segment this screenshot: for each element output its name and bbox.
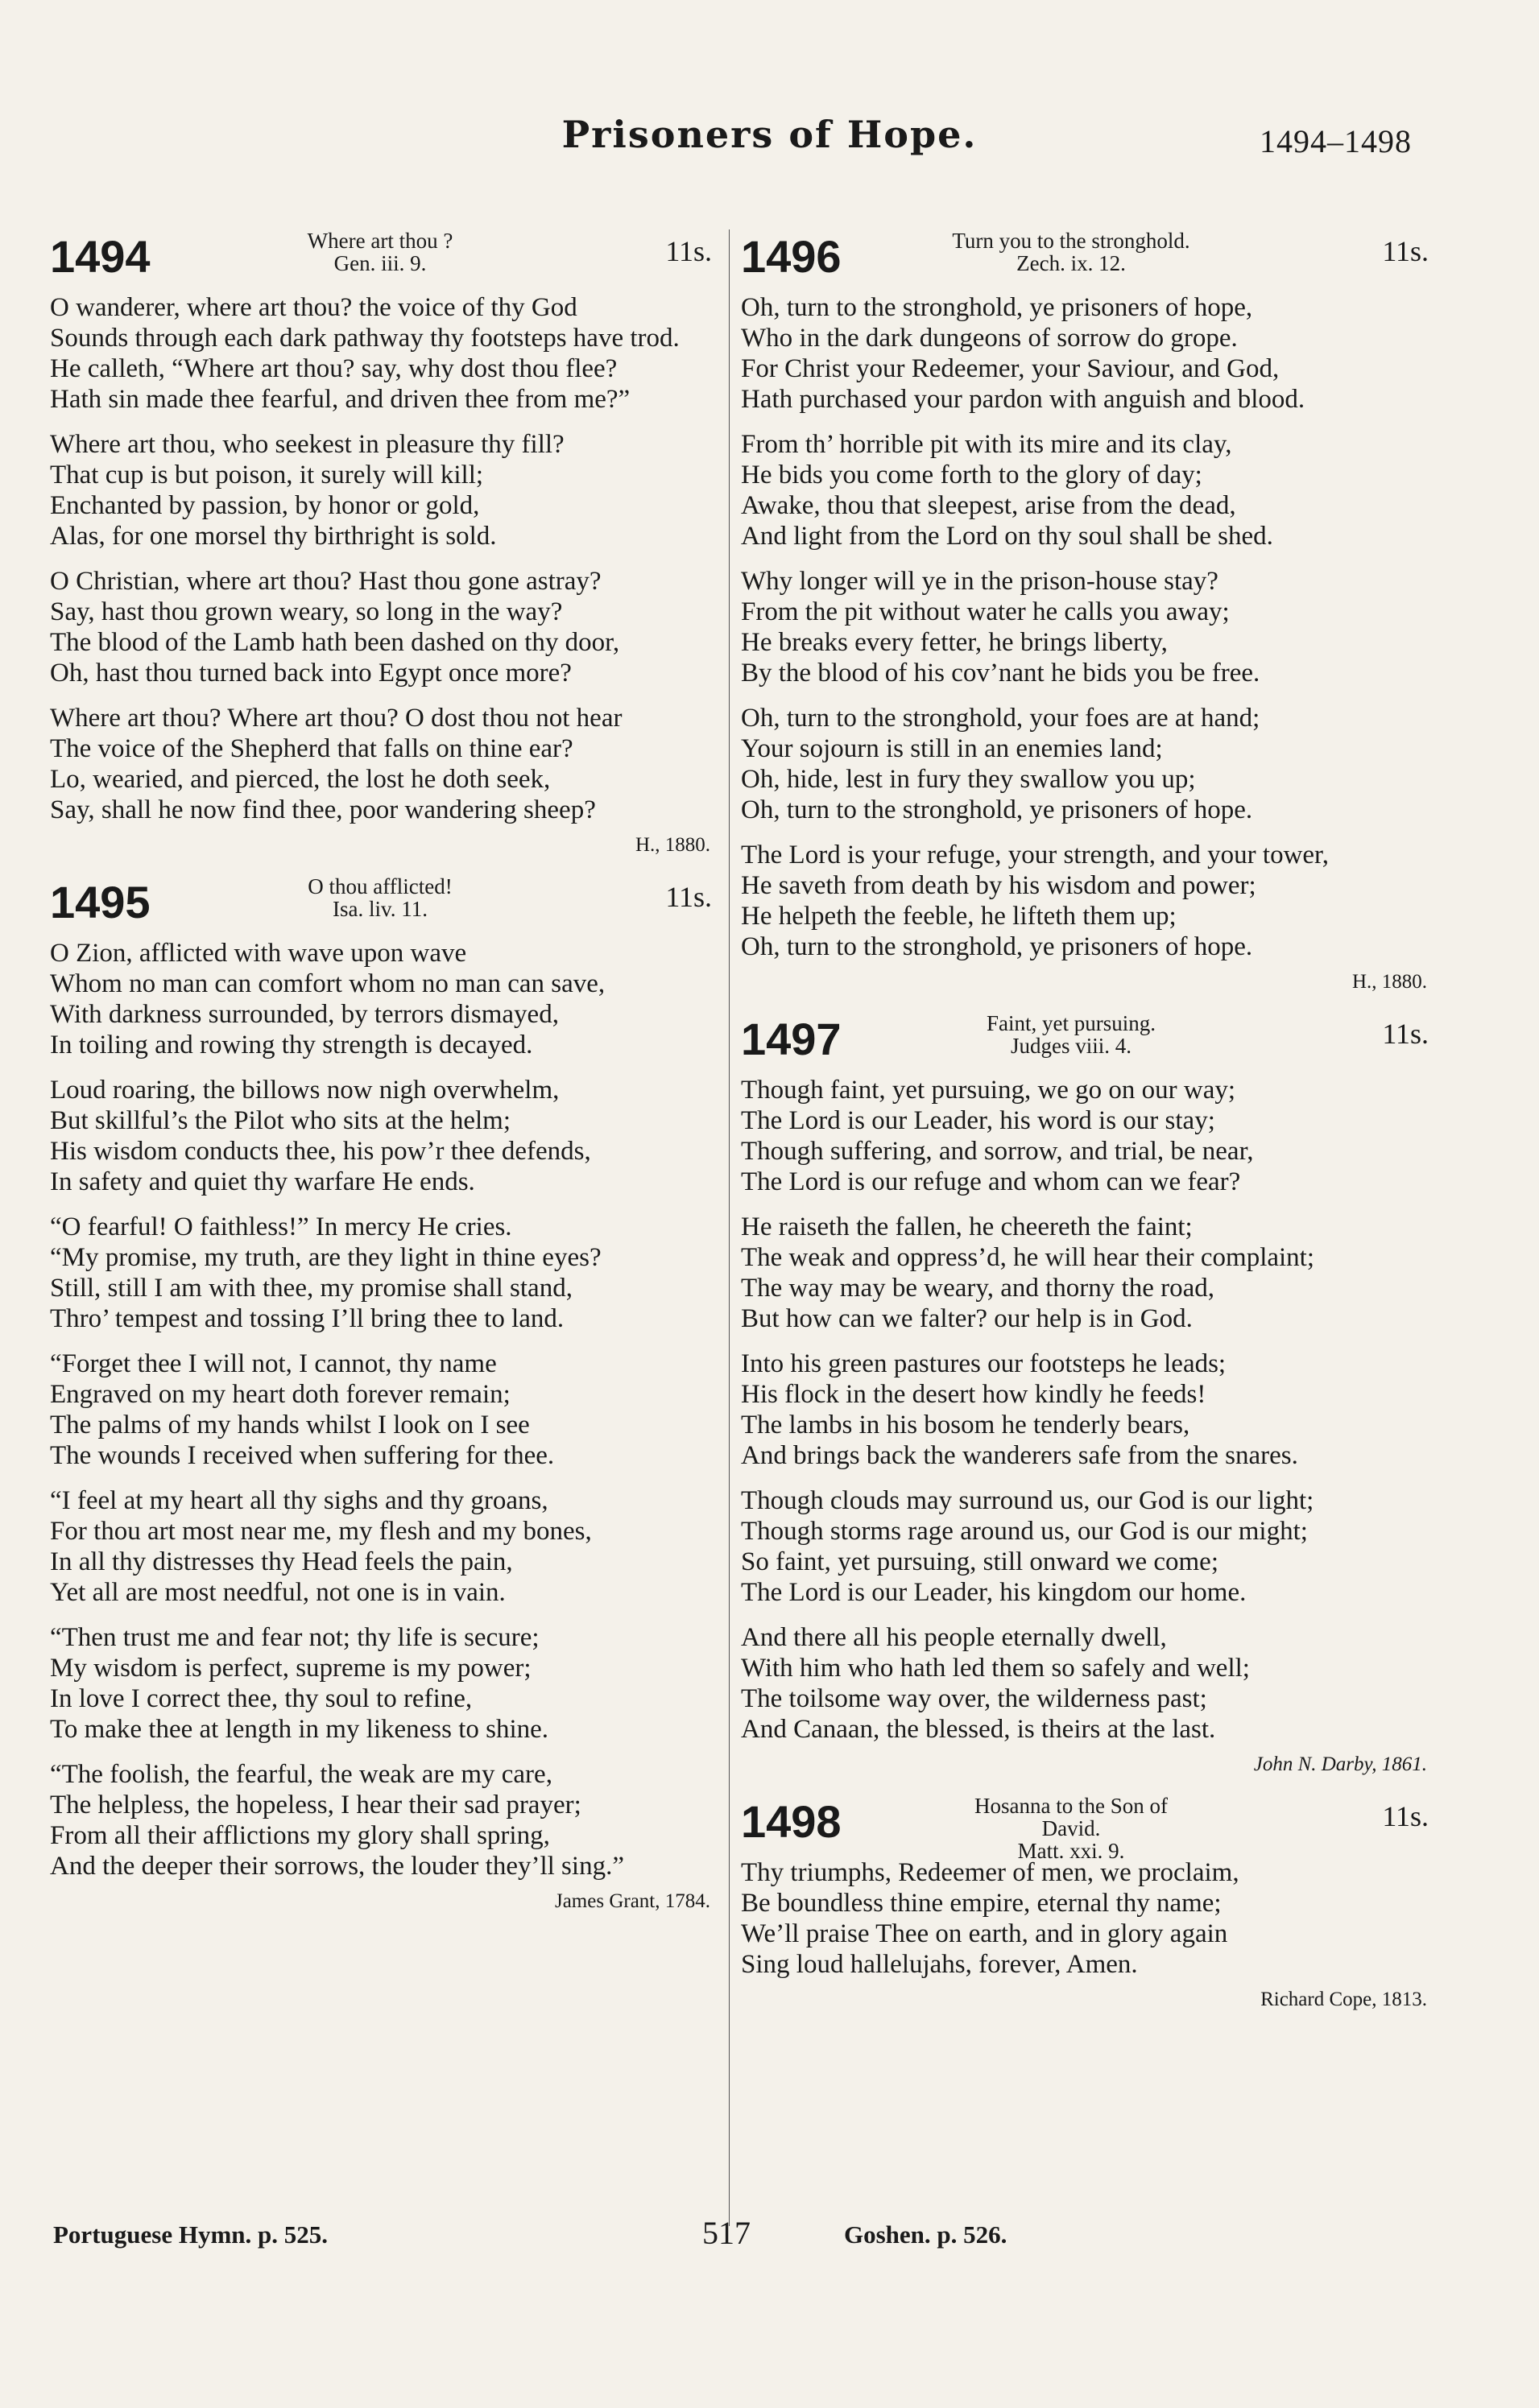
verse-line: Say, hast thou grown weary, so long in the way? — [50, 597, 563, 626]
verse-line: With darkness surrounded, by terrors dismayed, — [50, 1000, 559, 1029]
verse-line: And there all his people eternally dwell, — [741, 1623, 1167, 1652]
hymn-title — [950, 1795, 1192, 1862]
stanza — [50, 1485, 718, 1608]
verse-line: His wisdom conducts thee, his pow’r thee defends, — [50, 1137, 591, 1166]
hymn-1496 — [741, 229, 1435, 994]
stanza — [50, 1759, 718, 1881]
verse-line: My wisdom is perfect, supreme is my power; — [50, 1654, 532, 1683]
verse-line: Oh, turn to the stronghold, ye prisoners of hope. — [741, 795, 1253, 824]
scripture-reference: Matt. xxi. 9. — [1017, 1839, 1125, 1863]
verse-line: Be boundless thine empire, eternal thy name; — [741, 1889, 1222, 1918]
stanza — [741, 566, 1435, 688]
verse-line: He raiseth the fallen, he cheereth the faint; — [741, 1212, 1193, 1241]
verse-line: “Then trust me and fear not; thy life is secure; — [50, 1623, 540, 1652]
verse-line: The Lord is our Leader, his word is our stay; — [741, 1106, 1215, 1135]
verse-line: In all thy distresses thy Head feels the pain, — [50, 1547, 513, 1576]
hymn-number: 1498 — [741, 1796, 842, 1847]
verse-line: Though suffering, and sorrow, and trial, be near, — [741, 1137, 1254, 1166]
verse-line: The wounds I received when suffering for thee. — [50, 1441, 555, 1470]
verse-line: Whom no man can comfort whom no man can save, — [50, 969, 606, 998]
scripture-reference: Zech. ix. 12. — [1016, 251, 1126, 275]
stanza — [50, 1075, 718, 1197]
verse-line: “O fearful! O faithless!” In mercy He cries. — [50, 1212, 512, 1241]
hymn-meter: 11s. — [1382, 1800, 1429, 1832]
verse-line: For thou art most near me, my flesh and my bones, — [50, 1517, 592, 1546]
hymn-number: 1495 — [50, 877, 151, 927]
scripture-reference: Judges viii. 4. — [1010, 1034, 1131, 1058]
verse-line: In love I correct thee, thy soul to refine, — [50, 1684, 473, 1713]
verse-line: Loud roaring, the billows now nigh overwhelm, — [50, 1076, 560, 1105]
verse-line: The toilsome way over, the wilderness past; — [741, 1684, 1207, 1713]
stanza — [50, 292, 718, 415]
verse-line: Sing loud hallelujahs, forever, Amen. — [741, 1950, 1138, 1979]
verse-line: And the deeper their sorrows, the louder they’ll sing.” — [50, 1852, 624, 1881]
verse-line: Hath sin made thee fearful, and driven thee from me?” — [50, 385, 631, 414]
verse-line: O Zion, afflicted with wave upon wave — [50, 939, 467, 968]
verse-line: Alas, for one morsel thy birthright is sold. — [50, 522, 497, 551]
verse-line: To make thee at length in my likeness to shine. — [50, 1715, 549, 1744]
verse-line: He helpeth the feeble, he lifteth them up; — [741, 902, 1177, 931]
verse-line: The Lord is your refuge, your strength, and your tower, — [741, 841, 1329, 869]
verse-line: Where art thou, who seekest in pleasure thy fill? — [50, 430, 565, 459]
author-credit: H., 1880. — [1351, 971, 1427, 993]
verse-line: Thy triumphs, Redeemer of men, we proclaim, — [741, 1858, 1239, 1887]
verse-line: Enchanted by passion, by honor or gold, — [50, 491, 480, 520]
hymn-title-text: Hosanna to the Son of David. — [974, 1794, 1168, 1840]
verse-line: His flock in the desert how kindly he feeds! — [741, 1380, 1206, 1409]
hymn-title — [259, 875, 501, 920]
hymn-header — [741, 229, 1435, 292]
verse-line: Engraved on my heart doth forever remain; — [50, 1380, 511, 1409]
stanza — [50, 1212, 718, 1334]
verse-line: That cup is but poison, it surely will kill; — [50, 461, 484, 489]
author-credit: John N. Darby, 1861. — [1253, 1753, 1427, 1775]
hymn-header — [741, 1794, 1435, 1863]
verse-line: Oh, hide, lest in fury they swallow you up; — [741, 765, 1196, 794]
verse-line: The palms of my hands whilst I look on I see — [50, 1411, 530, 1439]
footer-tune-left: Portuguese Hymn. p. 525. — [53, 2220, 328, 2249]
verse-line: Why longer will ye in the prison-house stay? — [741, 567, 1218, 596]
hymn-header — [741, 1012, 1435, 1075]
verse-line: The Lord is our refuge and whom can we fear? — [741, 1167, 1241, 1196]
hymn-meter: 11s. — [665, 235, 712, 267]
verse-line: O Christian, where art thou? Hast thou gone astray? — [50, 567, 602, 596]
verse-line: Oh, turn to the stronghold, ye prisoners of hope, — [741, 293, 1253, 322]
verse-line: O wanderer, where art thou? the voice of thy God — [50, 293, 577, 322]
verse-line: “I feel at my heart all thy sighs and thy groans, — [50, 1486, 548, 1515]
stanza — [741, 1212, 1435, 1334]
verse-line: Say, shall he now find thee, poor wandering sheep? — [50, 795, 596, 824]
verse-line: He bids you come forth to the glory of day; — [741, 461, 1202, 489]
hymn-number: 1496 — [741, 231, 842, 282]
hymn-1495 — [50, 875, 718, 1914]
hymn-title — [950, 229, 1192, 275]
verse-line: We’ll praise Thee on earth, and in glory again — [741, 1919, 1228, 1948]
verse-line: Thro’ tempest and tossing I’ll bring thee to land. — [50, 1304, 565, 1333]
verse-line: With him who hath led them so safely and well; — [741, 1654, 1250, 1683]
verse-line: Though clouds may surround us, our God is our light; — [741, 1486, 1314, 1515]
verse-line: “The foolish, the fearful, the weak are my care, — [50, 1760, 552, 1789]
verse-line: Awake, thou that sleepest, arise from the dead, — [741, 491, 1236, 520]
verse-line: But skillful’s the Pilot who sits at the helm; — [50, 1106, 511, 1135]
verse-line: By the blood of his cov’nant he bids you be free. — [741, 659, 1260, 688]
hymn-title-text: Turn you to the stronghold. — [952, 229, 1190, 253]
stanza — [741, 1075, 1435, 1197]
stanza — [741, 840, 1435, 962]
verse-line: The weak and oppress’d, he will hear their complaint; — [741, 1243, 1315, 1272]
verse-line: The lambs in his bosom he tenderly bears, — [741, 1411, 1190, 1439]
stanza — [741, 292, 1435, 415]
verse-line: Hath purchased your pardon with anguish and blood. — [741, 385, 1305, 414]
verse-line: He saveth from death by his wisdom and power; — [741, 871, 1256, 900]
verse-line: From the pit without water he calls you away; — [741, 597, 1230, 626]
hymn-1497 — [741, 1012, 1435, 1777]
stanza — [741, 703, 1435, 825]
hymn-meter: 11s. — [665, 881, 712, 913]
verse-line: Though faint, yet pursuing, we go on our way; — [741, 1076, 1236, 1105]
verse-line: And Canaan, the blessed, is theirs at the last. — [741, 1715, 1216, 1744]
stanza — [50, 429, 718, 551]
left-column — [50, 229, 718, 1931]
verse-line: He breaks every fetter, he brings liberty, — [741, 628, 1168, 657]
hymn-meter: 11s. — [1382, 235, 1429, 267]
verse-line: The blood of the Lamb hath been dashed on thy door, — [50, 628, 620, 657]
verse-line: Oh, hast thou turned back into Egypt once more? — [50, 659, 572, 688]
author-credit: Richard Cope, 1813. — [1260, 1989, 1427, 2010]
verse-line: Your sojourn is still in an enemies land; — [741, 734, 1163, 763]
verse-line: From all their afflictions my glory shall spring, — [50, 1821, 550, 1850]
stanza — [741, 429, 1435, 551]
verse-line: Where art thou? Where art thou? O dost thou not hear — [50, 704, 623, 733]
hymn-1494 — [50, 229, 718, 857]
hymn-title — [950, 1012, 1192, 1057]
stanza — [50, 703, 718, 825]
page-number: 517 — [702, 2215, 751, 2251]
verse-line: The way may be weary, and thorny the road, — [741, 1274, 1214, 1303]
stanza — [50, 566, 718, 688]
scripture-reference: Gen. iii. 9. — [333, 251, 427, 275]
hymn-header — [50, 229, 718, 292]
verse-line: “My promise, my truth, are they light in thine eyes? — [50, 1243, 602, 1272]
scripture-reference: Isa. liv. 11. — [333, 897, 428, 921]
verse-line: Lo, wearied, and pierced, the lost he doth seek, — [50, 765, 551, 794]
running-title: Prisoners of Hope. — [561, 113, 978, 156]
footer-tune-right: Goshen. p. 526. — [844, 2220, 1007, 2249]
verse-line: Into his green pastures our footsteps he leads; — [741, 1349, 1227, 1378]
verse-line: In safety and quiet thy warfare He ends. — [50, 1167, 475, 1196]
verse-line: In toiling and rowing thy strength is decayed. — [50, 1031, 533, 1059]
stanza — [741, 1485, 1435, 1608]
stanza — [741, 1857, 1435, 1980]
page-range: 1494–1498 — [1260, 123, 1412, 159]
verse-line: From th’ horrible pit with its mire and its clay, — [741, 430, 1232, 459]
column-divider — [729, 229, 730, 2226]
right-column — [741, 229, 1435, 2030]
verse-line: The voice of the Shepherd that falls on thine ear? — [50, 734, 573, 763]
verse-line: For Christ your Redeemer, your Saviour, and God, — [741, 354, 1280, 383]
stanza — [50, 1622, 718, 1745]
stanza — [50, 1349, 718, 1471]
verse-line: And light from the Lord on thy soul shall be shed. — [741, 522, 1273, 551]
verse-line: Who in the dark dungeons of sorrow do grope. — [741, 324, 1238, 353]
hymn-header — [50, 875, 718, 938]
hymn-1498 — [741, 1795, 1435, 2012]
hymn-number: 1494 — [50, 231, 151, 282]
verse-line: The helpless, the hopeless, I hear their sad prayer; — [50, 1791, 581, 1819]
stanza — [741, 1622, 1435, 1745]
stanza — [50, 938, 718, 1060]
hymn-number: 1497 — [741, 1014, 842, 1064]
verse-line: But how can we falter? our help is in God. — [741, 1304, 1193, 1333]
verse-line: Still, still I am with thee, my promise shall stand, — [50, 1274, 573, 1303]
verse-line: Oh, turn to the stronghold, your foes are at hand; — [741, 704, 1260, 733]
hymn-title-text: Where art thou ? — [307, 229, 453, 253]
verse-line: So faint, yet pursuing, still onward we come; — [741, 1547, 1218, 1576]
verse-line: Sounds through each dark pathway thy footsteps have trod. — [50, 324, 680, 353]
author-credit: H., 1880. — [635, 834, 710, 856]
verse-line: Though storms rage around us, our God is our might; — [741, 1517, 1308, 1546]
verse-line: The Lord is our Leader, his kingdom our home. — [741, 1578, 1247, 1607]
hymn-title-text: Faint, yet pursuing. — [987, 1011, 1156, 1035]
verse-line: “Forget thee I will not, I cannot, thy name — [50, 1349, 497, 1378]
hymn-title — [259, 229, 501, 275]
verse-line: Yet all are most needful, not one is in vain. — [50, 1578, 506, 1607]
stanza — [741, 1349, 1435, 1471]
verse-line: Oh, turn to the stronghold, ye prisoners of hope. — [741, 932, 1253, 961]
hymn-meter: 11s. — [1382, 1018, 1429, 1050]
verse-line: And brings back the wanderers safe from the snares. — [741, 1441, 1298, 1470]
verse-line: He calleth, “Where art thou? say, why dost thou flee? — [50, 354, 618, 383]
hymn-title-text: O thou afflicted! — [308, 874, 453, 898]
author-credit: James Grant, 1784. — [554, 1890, 710, 1912]
